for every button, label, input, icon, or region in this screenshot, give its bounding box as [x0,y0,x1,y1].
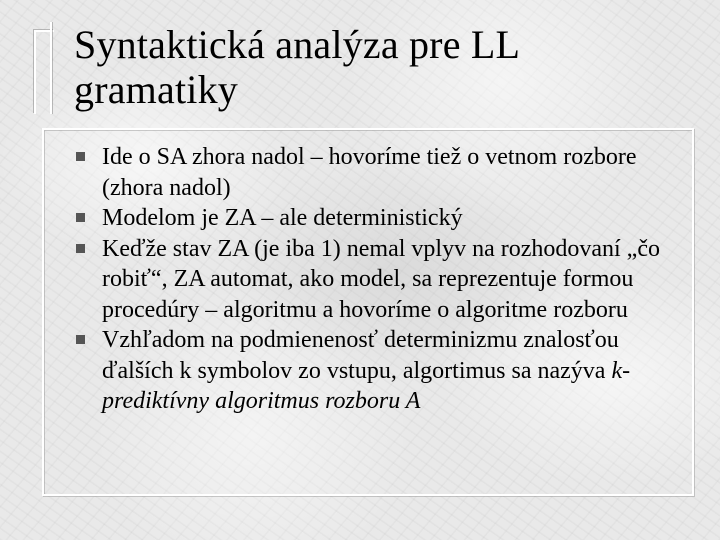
slide-title: Syntaktická analýza pre LL gramatiky [74,22,519,112]
square-bullet-icon [76,152,85,161]
square-bullet-icon [76,213,85,222]
bullet-text: Modelom je ZA – ale deterministický [102,205,463,231]
bullet-text-plain: Vzhľadom na podmienenosť determinizmu znalosťou ďalších k symbolov zo vstupu, algortimus sa nazýva [102,327,619,384]
bullet-text: Ide o SA zhora nadol – hovoríme tiež o vetnom rozbore (zhora nadol) [102,144,637,201]
title-frame-line [50,22,52,114]
list-item [76,203,676,234]
list-item [76,142,676,203]
list-item [76,234,676,326]
square-bullet-icon [76,335,85,344]
bullet-text [102,325,676,417]
bullet-text: Keďže stav ZA (je iba 1) nemal vplyv na rozhodovaní „čo robiť“, ZA automat, ako model, sa reprezentuje formou procedúry – algoritmu a hovoríme o algoritme rozboru [102,235,660,323]
bullet-list [76,142,676,417]
list-item [76,325,676,417]
square-bullet-icon [76,244,85,253]
bullet-text-italic: k-prediktívny algoritmus rozboru A [102,357,631,414]
